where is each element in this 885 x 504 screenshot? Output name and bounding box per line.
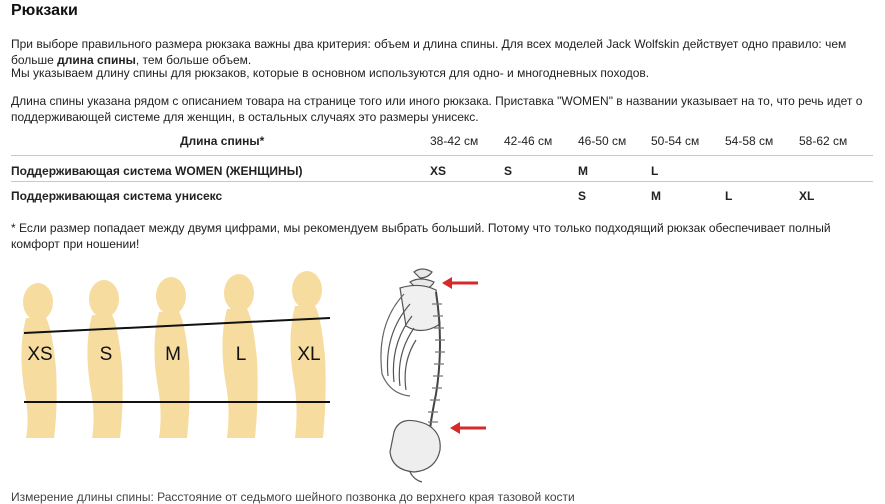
- intro-p1-text: При выборе правильного размера рюкзака важны два критерия: объем и длина спины. Для всех моделей Jack Wolfskin действует одно правило: чем больше: [11, 37, 847, 67]
- table-cell: M: [651, 189, 661, 203]
- table-column-header: 50-54 см: [651, 134, 700, 148]
- intro-paragraph-2: Мы указываем длину спины для рюкзаков, которые в основном используются для одно- и многодневных походов.: [11, 66, 650, 80]
- table-cell: S: [578, 189, 587, 203]
- table-cell: L: [651, 164, 659, 178]
- arrow-group: [442, 277, 486, 434]
- footnote: * Если размер попадает между двумя цифрами, мы рекомендуем выбрать больший. Потому что только подходящий рюкзак обеспечивает полный комфорт при ношении!: [11, 221, 831, 251]
- cut-off-caption: Измерение длины спины: Расстояние от седьмого шейного позвонка до верхнего края тазовой кости: [11, 490, 575, 504]
- intro-p1-after: , тем больше объем.: [135, 53, 252, 67]
- table-column-header: 58-62 см: [799, 134, 848, 148]
- table-cell: XS: [430, 164, 447, 178]
- page-title: Рюкзаки: [11, 2, 78, 19]
- table-cell: M: [578, 164, 588, 178]
- table-cell: L: [725, 189, 733, 203]
- intro-paragraph-3: Длина спины указана рядом с описанием товара на странице того или иного рюкзака. Приставка "WOMEN" в названии указывает на то, что речь идет о поддерживающей системе для женщин, в остальных случаях это размеры унисекс.: [11, 94, 863, 124]
- table-divider: [11, 181, 873, 182]
- table-column-header: 38-42 см: [430, 134, 479, 148]
- table-column-header: 42-46 см: [504, 134, 553, 148]
- table-column-header: 54-58 см: [725, 134, 774, 148]
- table-cell: XL: [799, 189, 815, 203]
- table-header-label: Длина спины*: [180, 134, 265, 148]
- table-column-header: 46-50 см: [578, 134, 627, 148]
- skeleton-illustration: [370, 264, 495, 484]
- back-length-size-illustration: [10, 270, 345, 438]
- upper-arrow-icon: [442, 277, 452, 289]
- size-label-l: L: [235, 344, 247, 365]
- lower-arrow-icon: [450, 422, 460, 434]
- table-row-label: Поддерживающая система унисекс: [11, 189, 223, 203]
- size-label-m: M: [165, 344, 181, 365]
- intro-p1-bold: длина спины: [57, 53, 136, 67]
- table-divider: [11, 155, 873, 156]
- size-label-xs: XS: [27, 344, 53, 365]
- size-label-s: S: [99, 344, 113, 365]
- table-cell: S: [504, 164, 513, 178]
- table-row-label: Поддерживающая система WOMEN (ЖЕНЩИНЫ): [11, 164, 303, 178]
- size-label-xl: XL: [297, 344, 321, 365]
- intro-paragraph-1: [11, 36, 873, 68]
